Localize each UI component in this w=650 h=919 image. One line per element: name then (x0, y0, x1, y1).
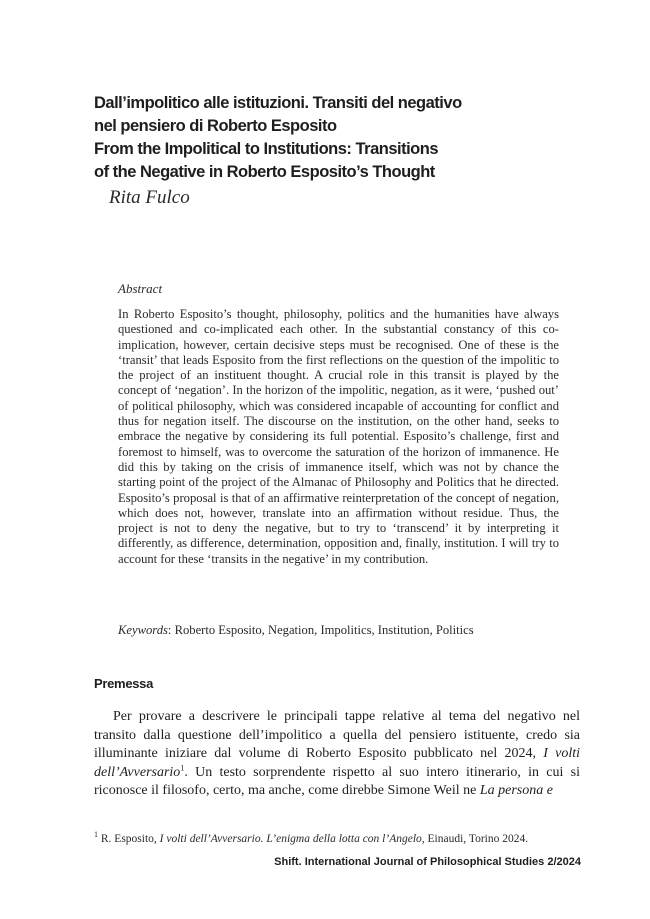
abstract-paragraph: In Roberto Esposito’s thought, philosophy, politics and the humanities have always questioned and co-implicated each other. In the substantial constancy of this co-implication, however, certain decisive steps must be recognised. One of these is the ‘transit’ that leads Esposito from the first reflections on the question of the impolitic to the project of an instituent thought. A crucial role in this transit is played by the concept of ‘negation’. In the horizon of the impolitic, negation, as it were, ‘pushed out’ of political philosophy, which was considered incapable of accounting for conflict and thus for negation itself. The discourse on the institution, on the other hand, seeks to embrace the negative by considering its full potential. Esposito’s challenge, first and foremost to himself, was to overcome the saturation of the horizon of immanence. He did this by taking on the crisis of immanence itself, which was not by chance the starting point of the project of the Almanac of Philosophy and Politics that he directed. Esposito’s proposal is that of an affirmative reinterpretation of the concept of negation, which does not, however, translate into an affirmation without residue. Thus, the project is not to deny the negative, but to try to ‘transcend’ it by interpreting it differently, as difference, determination, opposition and, finally, institution. I will try to account for these ‘transits in the negative’ in my contribution. (118, 307, 559, 566)
body-text-part-1: Per provare a descrivere le principali tappe relative al tema del negativo nel transito dalla questione dell’impolitico a quella del pensiero istituente, credo sia illuminante iniziare dal volume di Roberto Esposito pubblicato nel 2024, (94, 709, 580, 761)
footnote (94, 830, 580, 845)
footnote-ref[interactable]: 1 (180, 762, 185, 772)
keywords-label: Keywords (118, 623, 168, 637)
journal-footer: Shift. International Journal of Philosophical Studies 2/2024 (274, 856, 581, 868)
body-text-part-2: . Un testo sorprendente rispetto al suo intero itinerario, in cui si riconosce il filosofo, certo, ma anche, come direbbe Simone Weil ne (94, 764, 580, 798)
keywords-values: Roberto Esposito, Negation, Impolitics, Institution, Politics (174, 623, 474, 637)
keywords-line (118, 623, 559, 638)
abstract-text (118, 307, 559, 567)
footnote-rest: , Einaudi, Torino 2024. (421, 833, 529, 845)
book-title-ref: I volti dell’Avversario (94, 746, 580, 780)
abstract-label: Abstract (118, 281, 163, 296)
body-text (94, 708, 580, 801)
article-titles (94, 92, 564, 184)
section-heading: Premessa (94, 676, 154, 691)
english-title-line-2: of the Negative in Roberto Esposito’s Thought (94, 163, 435, 181)
book-title-ref-2: La persona e (479, 783, 553, 798)
italian-title-line-1: Dall’impolitico alle istituzioni. Transiti del negativo (94, 94, 462, 112)
english-title-line-1: From the Impolitical to Institutions: Transitions (94, 140, 439, 158)
italian-title-line-2: nel pensiero di Roberto Esposito (94, 117, 337, 135)
footnote-title: I volti dell’Avversario. L’enigma della lotta con l’Angelo (159, 833, 422, 845)
footnote-author: R. Esposito, (98, 833, 160, 845)
keywords-separator: : (167, 623, 175, 637)
footnote-number: 1 (94, 830, 98, 840)
author-name: Rita Fulco (109, 187, 190, 208)
body-paragraph (94, 708, 580, 801)
